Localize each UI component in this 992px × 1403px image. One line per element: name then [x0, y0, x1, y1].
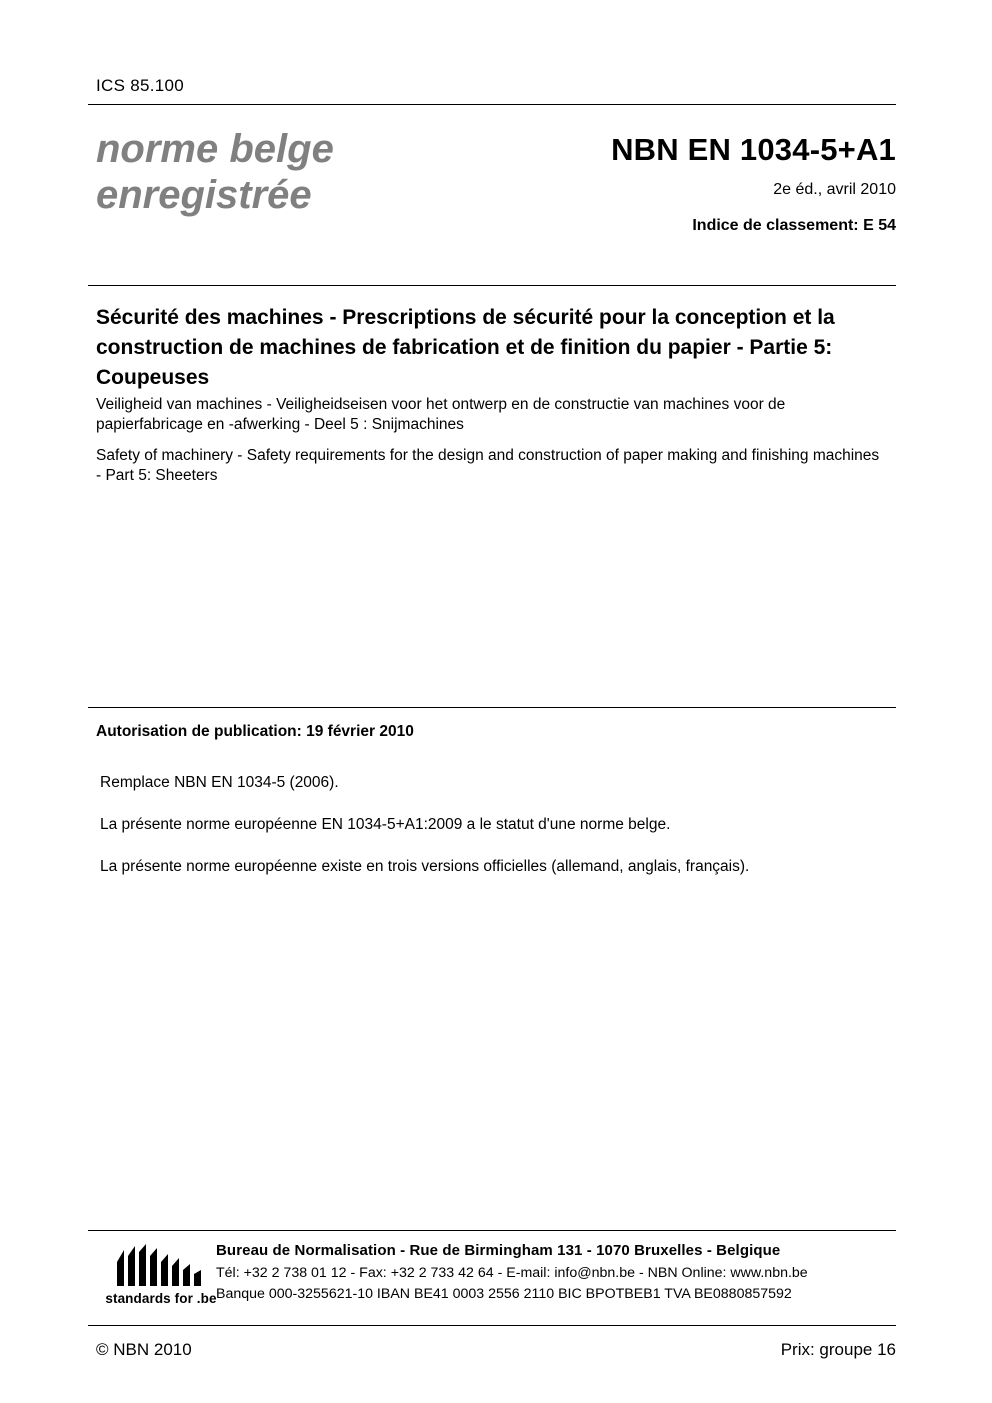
footer-contact: Tél: +32 2 738 01 12 - Fax: +32 2 733 42 64 - E-mail: info@nbn.be - NBN Online: www.nbn.be	[216, 1264, 808, 1281]
title-english: Safety of machinery - Safety requirements for the design and construction of paper making and finishing machines - Part 5: Sheeters	[96, 447, 880, 485]
divider-footer	[88, 1230, 896, 1231]
copyright-notice: © NBN 2010	[96, 1340, 192, 1359]
title-dutch: Veiligheid van machines - Veiligheidseisen voor het ontwerp en de constructie van machines voor de papierfabricage en -afwerking - Deel 5 : Snijmachines	[96, 396, 786, 434]
divider-authorisation	[88, 707, 896, 708]
note-item: Remplace NBN EN 1034-5 (2006).	[100, 774, 339, 791]
nbn-logo-tagline: standards for .be	[105, 1291, 217, 1306]
publication-authorisation: Autorisation de publication: 19 février 2010	[96, 723, 414, 740]
note-item: La présente norme européenne EN 1034-5+A1:2009 a le statut d'une norme belge.	[100, 816, 671, 834]
divider-top	[88, 104, 896, 105]
nbn-logo	[96, 1242, 226, 1306]
masthead-line-1: norme belge	[96, 127, 334, 171]
footer-contact-block	[216, 1240, 896, 1305]
reference-block	[476, 132, 896, 235]
nbn-logo-mark	[115, 1242, 207, 1288]
page-content	[88, 0, 896, 1403]
ics-code: ICS 85.100	[96, 76, 185, 95]
title-french: Sécurité des machines - Prescriptions de sécurité pour la conception et la construction de machines de fabrication et de finition du papier - Partie 5: Coupeuses	[96, 306, 835, 389]
standard-number: NBN EN 1034-5+A1	[611, 132, 896, 167]
classification-index: Indice de classement: E 54	[692, 217, 896, 234]
footer-address: Bureau de Normalisation - Rue de Birmingham 131 - 1070 Bruxelles - Belgique	[216, 1242, 781, 1259]
footer-bank-details: Banque 000-3255621-10 IBAN BE41 0003 2556 2110 BIC BPOTBEB1 TVA BE0880857592	[216, 1285, 792, 1302]
divider-title	[88, 285, 896, 286]
edition-date: 2e éd., avril 2010	[773, 181, 896, 198]
notes-block	[100, 773, 880, 899]
divider-bottom	[88, 1325, 896, 1326]
masthead-line-2: enregistrée	[96, 173, 312, 217]
note-item: La présente norme européenne existe en trois versions officielles (allemand, anglais, français).	[100, 858, 750, 876]
price-group: Prix: groupe 16	[780, 1340, 896, 1359]
